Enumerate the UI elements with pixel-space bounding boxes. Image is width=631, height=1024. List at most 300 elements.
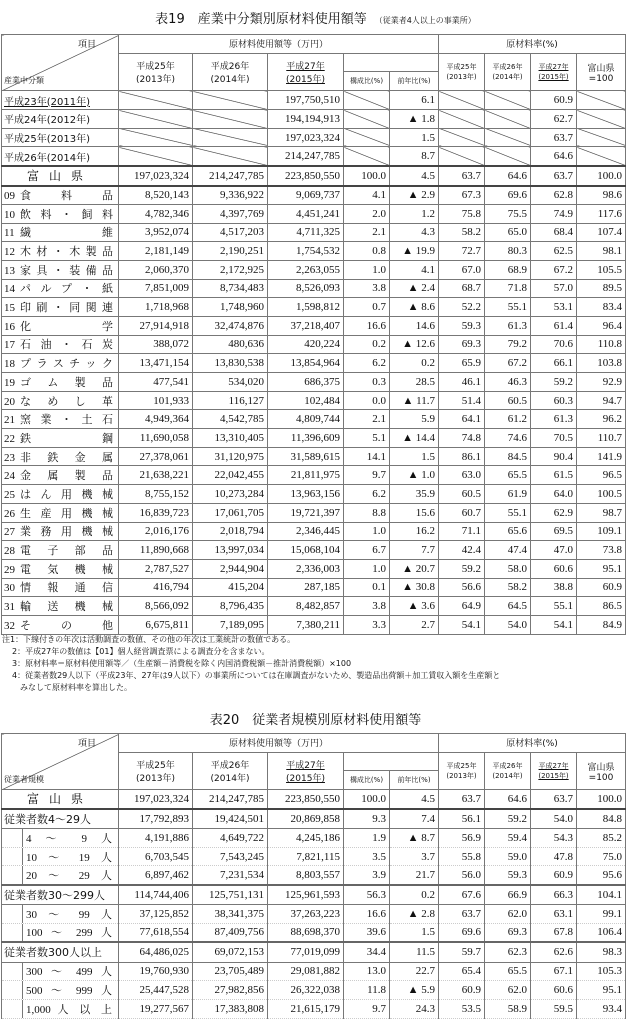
value-cell: 11,690,058 (119, 429, 193, 448)
header-text (2, 298, 119, 317)
value-cell: 58.2 (485, 578, 531, 597)
sub-row (2, 905, 626, 924)
value-cell: 31,120,975 (193, 447, 268, 466)
value-cell: 27,914,918 (119, 316, 193, 335)
value-cell: 9,069,737 (268, 186, 344, 205)
value-cell: 86.5 (577, 597, 626, 616)
ratio-header: 原材料率(%) (439, 35, 626, 54)
header-text (2, 541, 119, 560)
value-cell: 77,618,554 (119, 923, 193, 942)
table-row (2, 410, 626, 429)
empty-cell (577, 128, 626, 147)
header-text (2, 829, 119, 848)
value-cell: 17,792,893 (119, 809, 193, 829)
value-cell: 96.5 (577, 466, 626, 485)
value-cell: 56.9 (439, 829, 485, 848)
value-cell: 56.0 (439, 866, 485, 885)
header-text (2, 373, 119, 392)
empty-cell (344, 147, 390, 166)
value-cell: 0.8 (344, 242, 390, 261)
value-cell: 47.8 (531, 847, 577, 866)
ratio-col-2013 (439, 53, 485, 91)
value-cell: 534,020 (193, 373, 268, 392)
table-row (2, 391, 626, 410)
value-cell: 75.0 (577, 847, 626, 866)
value-cell: 1.5 (390, 923, 439, 942)
total-row (2, 790, 626, 809)
value-cell: 214,247,785 (193, 166, 268, 186)
value-cell: 1,598,812 (268, 298, 344, 317)
value-cell: 2.7 (390, 615, 439, 634)
header-text: (2015年) (286, 774, 325, 785)
value-cell: 109.1 (577, 522, 626, 541)
value-cell: 70.6 (531, 335, 577, 354)
empty-cell (119, 147, 193, 166)
value-cell: 65.5 (485, 466, 531, 485)
value-cell: 9.7 (344, 999, 390, 1018)
industry-name: 輸送機械 (20, 600, 113, 614)
value-cell: 59.7 (439, 942, 485, 962)
value-cell: 6.2 (344, 485, 390, 504)
value-cell: 23,705,489 (193, 962, 268, 981)
empty-cell (119, 91, 193, 110)
value-cell: 58.0 (485, 559, 531, 578)
value-cell: 53.1 (531, 298, 577, 317)
value-cell: 62.0 (485, 905, 531, 924)
empty-cell (119, 110, 193, 129)
value-cell: 117.6 (577, 204, 626, 223)
value-cell: 64.6 (485, 166, 531, 186)
value-cell: 84.9 (577, 615, 626, 634)
value-cell: 21,811,975 (268, 466, 344, 485)
industry-code: 25 (4, 488, 15, 501)
value-cell: 96.2 (577, 410, 626, 429)
value-cell: 63.0 (439, 466, 485, 485)
value-cell: 388,072 (119, 335, 193, 354)
value-cell: 11.5 (390, 942, 439, 962)
value-cell: 95.1 (577, 559, 626, 578)
value-cell: 62.8 (531, 186, 577, 205)
yoy-cell: 6.1 (390, 91, 439, 110)
table-row (2, 223, 626, 242)
industry-name: パルプ・紙 (20, 282, 113, 296)
sub-row (2, 866, 626, 885)
value-cell: 56.1 (439, 809, 485, 829)
value-cell: 42.4 (439, 541, 485, 560)
size-label: 1,000 人 以 上 (26, 1003, 112, 1016)
year-label: 平成23年(2011年) (2, 91, 119, 110)
header-text (22, 848, 118, 866)
value-cell: 7,821,115 (268, 847, 344, 866)
header-text (2, 999, 119, 1018)
value-cell: 64.1 (439, 410, 485, 429)
value-cell: 95.1 (577, 981, 626, 1000)
value-cell: 86.1 (439, 447, 485, 466)
header-text (2, 597, 119, 616)
value-cell: 19,424,501 (193, 809, 268, 829)
value-cell: ▲ 14.4 (390, 429, 439, 448)
value-cell: 32,474,876 (193, 316, 268, 335)
value-cell: 103.8 (577, 354, 626, 373)
value-cell: 62.6 (531, 942, 577, 962)
header-text (22, 963, 118, 981)
value-cell: 59.3 (439, 316, 485, 335)
value-cell: 55.1 (485, 298, 531, 317)
header-text: 平成27年 (538, 63, 569, 72)
value-cell: ▲ 3.6 (390, 597, 439, 616)
value-cell: 107.4 (577, 223, 626, 242)
value-cell: 60.9 (577, 578, 626, 597)
value-cell: 63.7 (439, 905, 485, 924)
value-cell: 2,190,251 (193, 242, 268, 261)
value-cell: 1,748,960 (193, 298, 268, 317)
table-row (2, 373, 626, 392)
header-text: 平成26年 (492, 762, 523, 771)
value-cell: 8,520,143 (119, 186, 193, 205)
empty-cell (439, 128, 485, 147)
value-cell: 8,803,557 (268, 866, 344, 885)
sub-row (2, 847, 626, 866)
value-cell: 4.5 (390, 166, 439, 186)
yoy-col: 前年比(%) (390, 72, 439, 91)
industry-name: はん用機械 (20, 487, 113, 501)
value-cell: 61.3 (531, 410, 577, 429)
industry-name: 飲料・飼料 (20, 207, 113, 221)
table-row (2, 335, 626, 354)
value-cell: 66.1 (531, 354, 577, 373)
industry-name: 電気機械 (20, 562, 113, 576)
sub-row (2, 923, 626, 942)
header-text (2, 354, 119, 373)
header-text (22, 924, 118, 941)
header-text (22, 905, 118, 923)
size-label: 500 〜 999 人 (26, 985, 112, 998)
header-text (22, 866, 118, 883)
header-text: (2015年) (538, 772, 569, 781)
industry-code: 18 (4, 358, 15, 371)
value-cell: 98.7 (577, 503, 626, 522)
value-cell: 74.8 (439, 429, 485, 448)
value-cell: 24.3 (390, 999, 439, 1018)
industry-code: 23 (4, 451, 15, 464)
value-cell: 7.4 (390, 809, 439, 829)
table-20 (1, 733, 626, 1019)
header-text (2, 279, 119, 298)
value-cell: 10,273,284 (193, 485, 268, 504)
value-cell: 4,542,785 (193, 410, 268, 429)
value-cell: 47.0 (531, 541, 577, 560)
header-text: =100 (588, 73, 614, 84)
value-cell: 67.0 (439, 260, 485, 279)
header-text (22, 981, 118, 999)
empty-cell (344, 110, 390, 129)
value-cell: 54.0 (485, 615, 531, 634)
value-cell: 8,566,092 (119, 597, 193, 616)
value-cell: 420,224 (268, 335, 344, 354)
value-cell: 85.2 (577, 829, 626, 848)
header-text (2, 522, 119, 541)
value-cell: 93.4 (577, 999, 626, 1018)
value-cell: 71.8 (485, 279, 531, 298)
value-cell: 68.4 (531, 223, 577, 242)
industry-name: 業務用機械 (20, 525, 113, 539)
share-col: 構成比(%) (344, 771, 390, 790)
header-text: (2014年) (492, 772, 523, 781)
value-cell: 66.9 (485, 885, 531, 905)
col-2014 (193, 53, 268, 91)
industry-name: 鉄鋼 (20, 431, 113, 445)
header-text (2, 866, 119, 885)
table-row (2, 354, 626, 373)
corner-header (2, 734, 119, 790)
industry-name: 家具・装備品 (20, 263, 113, 277)
year-row (2, 147, 626, 166)
value-cell: 61.5 (531, 466, 577, 485)
industry-code: 22 (4, 432, 15, 445)
header-text: 平成25年 (446, 762, 477, 771)
value-cell: 84.5 (485, 447, 531, 466)
value-cell: 3.5 (344, 847, 390, 866)
value-cell: ▲ 12.6 (390, 335, 439, 354)
group-label: 従業者数30〜299人 (2, 885, 119, 905)
value-cell: 4,397,769 (193, 204, 268, 223)
value-cell: 2,346,445 (268, 522, 344, 541)
value-cell: 0.2 (390, 354, 439, 373)
value-cell: 100.5 (577, 485, 626, 504)
empty-cell (439, 147, 485, 166)
size-label: 300 〜 499 人 (26, 966, 112, 979)
empty-cell (439, 110, 485, 129)
value-cell: 28.5 (390, 373, 439, 392)
value-cell: 5.1 (344, 429, 390, 448)
ratio-col-2014 (485, 752, 531, 790)
value-cell: 64.0 (531, 485, 577, 504)
header-text: (2013年) (446, 73, 477, 82)
value-cell: 214,247,785 (193, 790, 268, 809)
ratio-header: 原材料率(%) (439, 734, 626, 753)
value-cell: 69.3 (485, 923, 531, 942)
empty-cell (344, 91, 390, 110)
sub-row (2, 829, 626, 848)
value-cell: 223,850,550 (268, 166, 344, 186)
pref-index-col (577, 53, 626, 91)
table19-title (0, 8, 631, 27)
value-cell: 62.5 (531, 242, 577, 261)
value-cell: 100.0 (344, 790, 390, 809)
industry-code: 17 (4, 339, 15, 352)
empty-cell (485, 147, 531, 166)
value-cell: 197,023,324 (268, 128, 344, 147)
size-label: 30 〜 99 人 (26, 908, 112, 921)
industry-code: 14 (4, 283, 15, 296)
value-cell: 4,517,203 (193, 223, 268, 242)
value-cell: 58.2 (439, 223, 485, 242)
value-cell: 21.7 (390, 866, 439, 885)
value-cell: 100.0 (577, 790, 626, 809)
value-cell: 63.7 (439, 166, 485, 186)
value-cell: 100.0 (344, 166, 390, 186)
value-cell: 0.3 (344, 373, 390, 392)
value-cell: 0.2 (344, 335, 390, 354)
value-cell: 17,383,808 (193, 999, 268, 1018)
value-cell: 7,380,211 (268, 615, 344, 634)
empty-cell (577, 91, 626, 110)
value-cell: 35.9 (390, 485, 439, 504)
value-cell: 96.4 (577, 316, 626, 335)
year-row (2, 91, 626, 110)
size-label: 10 〜 19 人 (26, 851, 112, 864)
year-label: 平成25年(2013年) (2, 128, 119, 147)
ratio-col-2014 (485, 53, 531, 91)
value-cell: 13,854,964 (268, 354, 344, 373)
value-cell: ▲ 8.6 (390, 298, 439, 317)
value-cell: 15,068,104 (268, 541, 344, 560)
value-cell: 16,839,723 (119, 503, 193, 522)
value-cell: 197,750,510 (268, 91, 344, 110)
value-cell: 101,933 (119, 391, 193, 410)
total-label: 富山県 (2, 790, 119, 809)
value-cell: 3.7 (390, 847, 439, 866)
header-text: 平成26年 (210, 761, 250, 772)
empty-cell (344, 128, 390, 147)
value-cell: 197,023,324 (119, 166, 193, 186)
year-label: 平成24年(2012年) (2, 110, 119, 129)
value-cell: 477,541 (119, 373, 193, 392)
value-cell: 3.8 (344, 279, 390, 298)
value-cell: 63.1 (531, 905, 577, 924)
ratio-cell: 63.7 (531, 128, 577, 147)
value-cell: 214,247,785 (268, 147, 344, 166)
value-cell: 53.5 (439, 999, 485, 1018)
industry-code: 24 (4, 470, 15, 483)
header-text (2, 578, 119, 597)
value-cell: 19,277,567 (119, 999, 193, 1018)
value-cell: 4,245,186 (268, 829, 344, 848)
value-cell: 59.3 (485, 866, 531, 885)
value-cell: ▲ 1.0 (390, 466, 439, 485)
value-cell: 125,961,593 (268, 885, 344, 905)
header-text (2, 316, 119, 335)
value-cell: 2.1 (344, 223, 390, 242)
value-cell: 84.8 (577, 809, 626, 829)
value-cell: 7.7 (390, 541, 439, 560)
group-label: 従業者数4〜29人 (2, 809, 119, 829)
group-row (2, 809, 626, 829)
value-cell: 25,447,528 (119, 981, 193, 1000)
header-text: 平成25年 (136, 62, 175, 73)
title-text: 表19 産業中分類別原材料使用額等 (155, 12, 367, 27)
value-cell: 65.0 (485, 223, 531, 242)
value-cell: 62.9 (531, 503, 577, 522)
value-cell: 67.2 (485, 354, 531, 373)
value-cell: 54.0 (531, 809, 577, 829)
value-cell: ▲ 19.9 (390, 242, 439, 261)
yoy-cell: ▲ 1.8 (390, 110, 439, 129)
value-cell: 104.1 (577, 885, 626, 905)
table-row (2, 447, 626, 466)
table-row (2, 242, 626, 261)
value-cell: 5.9 (390, 410, 439, 429)
total-label: 富山県 (2, 166, 119, 186)
value-cell: 4,451,241 (268, 204, 344, 223)
empty-cell (439, 91, 485, 110)
amount-header: 原材料使用額等（万円） (119, 734, 439, 753)
yoy-cell: 8.7 (390, 147, 439, 166)
header-text (2, 962, 119, 981)
header-text (2, 391, 119, 410)
blank (344, 752, 439, 771)
value-cell: 6,897,462 (119, 866, 193, 885)
value-cell: 60.7 (439, 503, 485, 522)
value-cell: 67.3 (439, 186, 485, 205)
empty-cell (485, 128, 531, 147)
ratio-cell: 60.9 (531, 91, 577, 110)
value-cell: 63.7 (439, 790, 485, 809)
value-cell: 46.1 (439, 373, 485, 392)
industry-code: 29 (4, 563, 15, 576)
sub-row (2, 981, 626, 1000)
share-col: 構成比(%) (344, 72, 390, 91)
industry-code: 11 (4, 227, 15, 240)
value-cell: 20,869,858 (268, 809, 344, 829)
year-row (2, 110, 626, 129)
table-row (2, 260, 626, 279)
empty-cell (577, 110, 626, 129)
table-row (2, 615, 626, 634)
header-text (2, 559, 119, 578)
value-cell: 37,218,407 (268, 316, 344, 335)
value-cell: 65.9 (439, 354, 485, 373)
table-row (2, 466, 626, 485)
table-row (2, 597, 626, 616)
industry-code: 20 (4, 395, 15, 408)
value-cell: 13,963,156 (268, 485, 344, 504)
table20-title: 表20 従業者規模別原材料使用額等 (209, 713, 422, 728)
value-cell: 64,486,025 (119, 942, 193, 962)
value-cell: 38,341,375 (193, 905, 268, 924)
header-text (22, 829, 118, 847)
industry-name: 石油・石炭 (20, 338, 113, 352)
table-19 (1, 34, 626, 635)
header-text (2, 429, 119, 448)
industry-name: ゴム製品 (20, 375, 113, 389)
value-cell: 55.1 (485, 503, 531, 522)
header-text: (2015年) (538, 73, 569, 82)
value-cell: 7,231,534 (193, 866, 268, 885)
blank (344, 53, 439, 72)
sub-row (2, 962, 626, 981)
value-cell: 8,482,857 (268, 597, 344, 616)
value-cell: 8.8 (344, 503, 390, 522)
header-text (2, 847, 119, 866)
value-cell: 67.2 (531, 260, 577, 279)
industry-code: 28 (4, 545, 15, 558)
value-cell: 4,782,346 (119, 204, 193, 223)
header-text (2, 335, 119, 354)
value-cell: 110.7 (577, 429, 626, 448)
industry-code: 32 (4, 619, 15, 632)
industry-code: 10 (4, 208, 15, 221)
sub-row (2, 999, 626, 1018)
value-cell: 39.6 (344, 923, 390, 942)
value-cell: 15.6 (390, 503, 439, 522)
value-cell: 8,526,093 (268, 279, 344, 298)
header-text (2, 260, 119, 279)
value-cell: 11.8 (344, 981, 390, 1000)
value-cell: 6,703,545 (119, 847, 193, 866)
group-row (2, 885, 626, 905)
ratio-col-2015 (531, 752, 577, 790)
